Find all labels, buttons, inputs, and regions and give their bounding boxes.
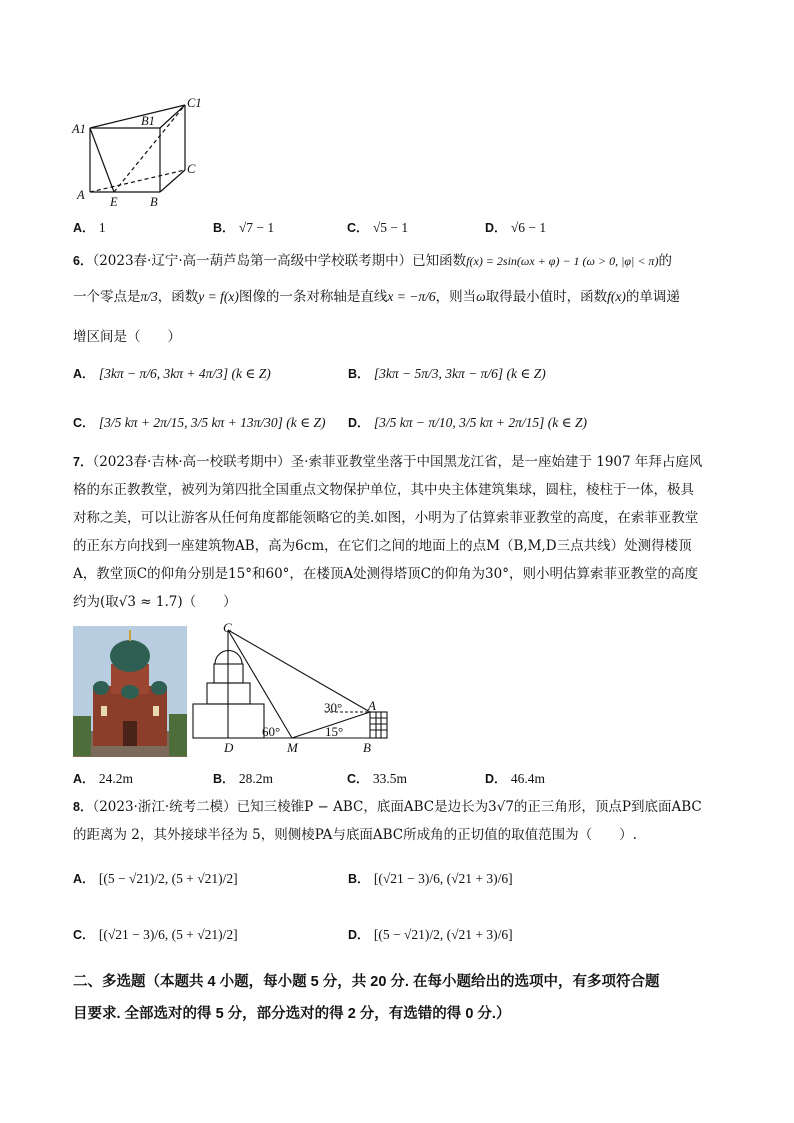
question-source: （2023·浙江·统考二模） xyxy=(92,799,237,815)
q6-omega: ω xyxy=(476,289,486,304)
label-b: B xyxy=(150,195,158,209)
question-number: 7． xyxy=(73,455,93,469)
option-label: A． xyxy=(73,367,95,381)
q7-option-b[interactable] xyxy=(213,772,273,787)
q6-axis: x = −π/6 xyxy=(387,289,436,304)
question-number: 6． xyxy=(73,254,93,268)
q8-option-a[interactable] xyxy=(73,872,238,887)
option-label: D． xyxy=(348,928,370,942)
q6-text: 一个零点是 xyxy=(73,289,141,305)
label-e: E xyxy=(110,195,118,209)
option-label: B． xyxy=(348,872,370,886)
church-diagram xyxy=(190,620,400,760)
q6-text: 图像的一条对称轴是直线 xyxy=(238,289,388,305)
option-label: B． xyxy=(213,772,235,786)
q5-option-a[interactable] xyxy=(73,221,106,236)
q8-text: 已知三棱锥P − ABC，底面ABC是边长为3√7的正三角形，顶点P到底面ABC xyxy=(236,799,702,815)
option-label: B． xyxy=(348,367,370,381)
label-60deg: 60° xyxy=(262,724,281,739)
q6-text: ，则当 xyxy=(435,289,477,305)
option-label: C． xyxy=(73,928,95,942)
label-m: M xyxy=(287,740,298,755)
question-source: （2023春·吉林·高一校联考期中） xyxy=(92,454,291,470)
q6-option-b[interactable] xyxy=(348,367,546,382)
q7-line1 xyxy=(73,456,702,470)
q5-option-d[interactable] xyxy=(485,221,546,236)
q6-text: ，函数 xyxy=(157,289,199,305)
option-text: [3/5 kπ − π/10, 3/5 kπ + 2π/15] (k ∈ Z) xyxy=(373,415,587,430)
label-a: A xyxy=(77,188,85,202)
q6-text: 的 xyxy=(658,253,672,269)
q8-option-b[interactable] xyxy=(348,872,513,887)
q6-function: f(x) = 2sin(ωx + φ) − 1 (ω > 0, |φ| < π) xyxy=(466,254,659,268)
q8-line2: 的距离为 2，其外接球半径为 5，则侧棱PA与底面ABC所成角的正切值的取值范围为（ ）. xyxy=(73,827,637,843)
option-text: [(5 − √21)/2, (√21 + 3)/6] xyxy=(373,927,513,942)
option-text: [3/5 kπ + 2π/15, 3/5 kπ + 13π/30] (k ∈ Z) xyxy=(98,415,326,430)
option-text: √6 − 1 xyxy=(510,220,547,235)
q6-text: 已知函数 xyxy=(412,253,467,269)
option-label: C． xyxy=(73,416,95,430)
option-text: [(√21 − 3)/6, (√21 + 3)/6] xyxy=(373,871,513,886)
option-text: [(5 − √21)/2, (5 + √21)/2] xyxy=(98,871,238,886)
q6-option-d[interactable] xyxy=(348,416,587,431)
q6-zero: π/3 xyxy=(140,289,158,304)
label-c: C xyxy=(223,620,232,635)
q6-fx: y = f(x) xyxy=(198,289,239,304)
question-source: （2023春·辽宁·高一葫芦岛第一高级中学校联考期中） xyxy=(92,253,413,269)
q7-line6: 约为(取√3 ≈ 1.7)（ ） xyxy=(73,594,237,610)
option-label: D． xyxy=(485,221,507,235)
q5-option-b[interactable] xyxy=(213,221,274,236)
church-photo xyxy=(73,626,187,757)
option-text: [(√21 − 3)/6, (5 + √21)/2] xyxy=(98,927,238,942)
q6-line2 xyxy=(73,290,680,305)
label-a1: A1 xyxy=(72,122,86,136)
q7-option-d[interactable] xyxy=(485,772,545,787)
option-text: 24.2m xyxy=(98,771,133,786)
q6-text: 取得最小值时，函数 xyxy=(485,289,608,305)
option-text: √7 − 1 xyxy=(238,220,275,235)
label-d: D xyxy=(224,740,234,755)
q5-option-c[interactable] xyxy=(347,221,408,236)
option-text: 33.5m xyxy=(372,771,407,786)
option-label: A． xyxy=(73,872,95,886)
q6-option-a[interactable] xyxy=(73,367,271,382)
option-text: [3kπ − 5π/3, 3kπ − π/6] (k ∈ Z) xyxy=(373,366,546,381)
q6-line1 xyxy=(73,255,672,269)
q6-line3: 增区间是（ ） xyxy=(73,329,181,345)
option-text: 46.4m xyxy=(510,771,545,786)
q8-line1 xyxy=(73,801,702,815)
label-a: A xyxy=(368,698,376,713)
label-b: B xyxy=(363,740,371,755)
prism-figure xyxy=(70,95,210,210)
option-label: B． xyxy=(213,221,235,235)
label-c: C xyxy=(187,162,196,176)
q7-line4: 的正东方向找到一座建筑物AB，高为6cm，在它们之间的地面上的点M（B,M,D三点共线）处测得楼顶 xyxy=(73,538,692,554)
section-heading-line2: 目要求. 全部选对的得 5 分，部分选对的得 2 分，有选错的得 0 分.） xyxy=(73,1006,511,1022)
q7-option-a[interactable] xyxy=(73,772,133,787)
q7-text: 圣·索菲亚教堂坐落于中国黑龙江省，是一座始建于 1907 年拜占庭风 xyxy=(290,454,703,470)
option-text: 28.2m xyxy=(238,771,273,786)
option-text: [3kπ − π/6, 3kπ + 4π/3] (k ∈ Z) xyxy=(98,366,271,381)
label-c1: C1 xyxy=(187,96,202,110)
q7-line5: A，教堂顶C的仰角分别是15°和60°，在楼顶A处测得塔顶C的仰角为30°，则小明估算索菲亚教堂的高度 xyxy=(73,566,698,582)
section-heading-line1: 二、多选题（本题共 4 小题，每小题 5 分，共 20 分. 在每小题给出的选项中，有多项符合题 xyxy=(73,974,660,990)
label-15deg: 15° xyxy=(325,724,344,739)
option-label: C． xyxy=(347,221,369,235)
q7-line3: 对称之美，可以让游客从任何角度都能领略它的美.如图，小明为了估算索菲亚教堂的高度，在索菲亚教堂 xyxy=(73,510,699,526)
option-label: C． xyxy=(347,772,369,786)
option-text: √5 − 1 xyxy=(372,220,409,235)
q6-option-c[interactable] xyxy=(73,416,325,431)
q8-option-c[interactable] xyxy=(73,928,238,943)
q6-text: 的单调递 xyxy=(625,289,680,305)
option-label: A． xyxy=(73,772,95,786)
option-text: 1 xyxy=(98,220,106,235)
option-label: D． xyxy=(485,772,507,786)
q8-option-d[interactable] xyxy=(348,928,513,943)
q7-option-c[interactable] xyxy=(347,772,407,787)
q6-fx2: f(x) xyxy=(607,289,626,304)
question-number: 8． xyxy=(73,800,93,814)
option-label: A． xyxy=(73,221,95,235)
option-label: D． xyxy=(348,416,370,430)
label-b1: B1 xyxy=(141,114,155,128)
q7-line2: 格的东正教教堂，被列为第四批全国重点文物保护单位，其中央主体建筑集球，圆柱，棱柱于一体，极具 xyxy=(73,482,694,498)
label-30deg: 30° xyxy=(324,700,343,715)
